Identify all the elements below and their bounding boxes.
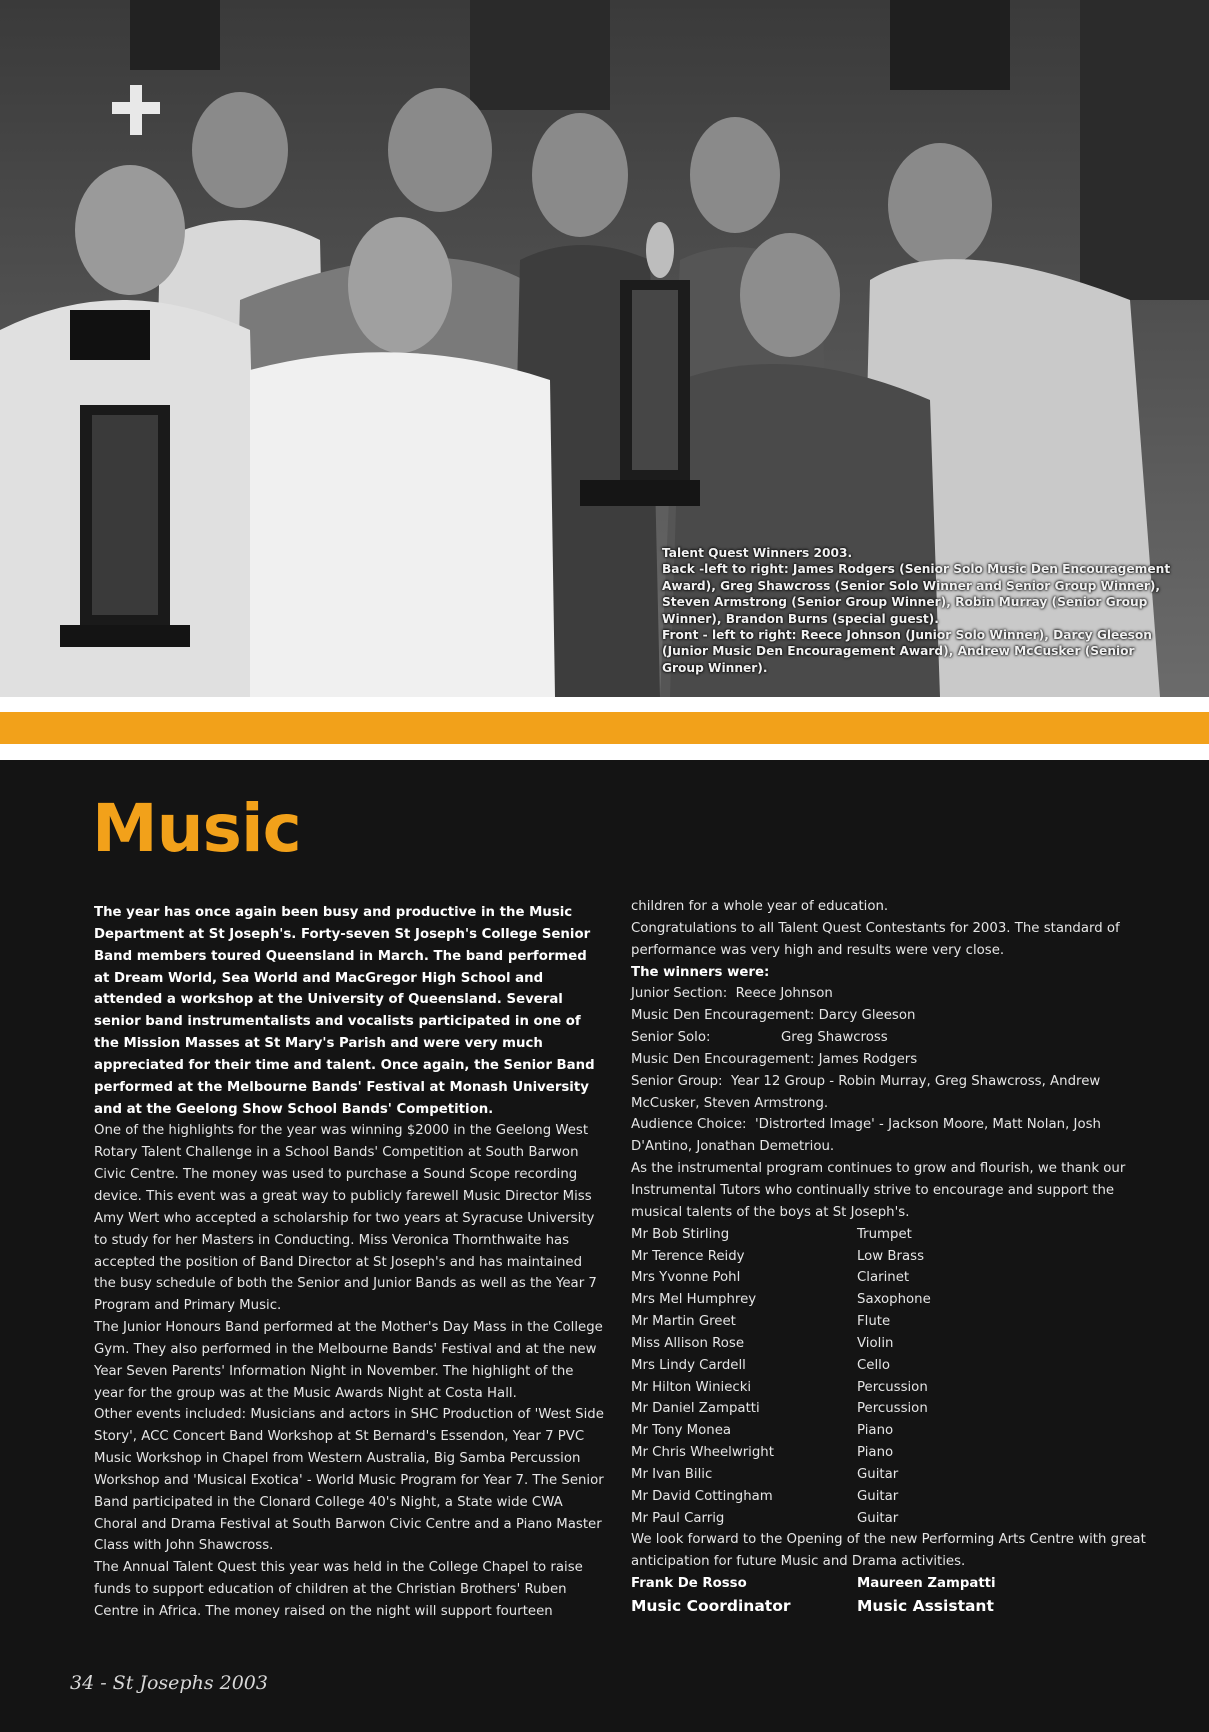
winner-item (631, 1114, 1151, 1158)
tutor-name: Mr Paul Carrig (631, 1510, 725, 1526)
winner-item (631, 1005, 1151, 1027)
winner-label: Music Den Encouragement: (631, 1008, 815, 1024)
tutor-name: Mr Martin Greet (631, 1314, 736, 1330)
caption-front-row: Front - left to right: Reece Johnson (Junior Solo Winner), Darcy Gleeson (Junior Music Den Encouragement Award), Andrew McCusker (Senior Group Winner). (662, 628, 1152, 675)
signatory-roles (631, 1595, 1151, 1617)
paragraph: One of the highlights for the year was winning $2000 in the Geelong West Rotary Talent Challenge in a School Bands' Competition at South Barwon Civic Centre. The money was used to purchase a Sound Scope recording device. This event was a great way to publicly farewell Music Director Miss Amy Wert who accepted a scholarship for two years at Syracuse University to study for her Masters in Conducting. Miss Veronica Thornthwaite has accepted the position of Band Director at St Joseph's and has maintained the busy schedule of both the Senior and Junior Bands as well as the Year 7 Program and Primary Music. (94, 1123, 597, 1314)
caption-title: Talent Quest Winners 2003. (662, 546, 853, 560)
tutor-row (631, 1464, 1151, 1486)
winner-label: Audience Choice: (631, 1117, 747, 1133)
winner-item (631, 983, 1151, 1005)
winners-heading: The winners were: (631, 964, 770, 980)
winner-item (631, 1071, 1151, 1115)
winner-label: Junior Section: (631, 986, 728, 1002)
tutor-row (631, 1508, 1151, 1530)
tutor-row (631, 1267, 1151, 1289)
paragraph: Other events included: Musicians and actors in SHC Production of 'West Side Story', ACC Concert Band Workshop at St Bernard's Essendon, Year 7 PVC Music Workshop in Chapel from Western Australia, Big Samba Percussion Workshop and 'Musical Exotica' - World Music Program for Year 7. The Senior Band participated in the Clonard College 40's Night, a State wide CWA Choral and Drama Festival at South Barwon Civic Centre and a Piano Master Class with John Shawcross. (94, 1407, 604, 1554)
tutor-row (631, 1311, 1151, 1333)
congratulations-paragraph: Congratulations to all Talent Quest Contestants for 2003. The standard of performance was very high and results were very close. (631, 920, 1120, 958)
left-column (94, 902, 606, 1623)
signatory-name: Maureen Zampatti (857, 1576, 996, 1592)
divider-white-bottom (0, 744, 1209, 760)
winner-value: Darcy Gleeson (818, 1008, 916, 1024)
tutor-name: Mr Terence Reidy (631, 1248, 745, 1264)
tutor-name: Mr Ivan Bilic (631, 1466, 713, 1482)
winner-value: Year 12 Group - Robin Murray, Greg Shawcross, Andrew McCusker, Steven Armstrong. (631, 1073, 1101, 1111)
tutor-instrument: Guitar (857, 1488, 899, 1504)
tutor-instrument: Piano (857, 1445, 894, 1461)
paragraph-continuation: children for a whole year of education. (631, 899, 889, 914)
tutor-row (631, 1224, 1151, 1246)
winner-value: Greg Shawcross (781, 1030, 888, 1046)
winner-label: Senior Group: (631, 1073, 723, 1089)
tutor-instrument: Clarinet (857, 1270, 910, 1286)
tutor-row (631, 1420, 1151, 1442)
closing-paragraph: We look forward to the Opening of the new Performing Arts Centre with great anticipation for future Music and Drama activities. (631, 1532, 1146, 1570)
signatory-name: Frank De Rosso (631, 1576, 747, 1592)
paragraph: The Annual Talent Quest this year was held in the College Chapel to raise funds to support education of children at the Christian Brothers' Ruben Centre in Africa. The money raised on the night will support fourteen (94, 1560, 583, 1619)
winner-value: James Rodgers (818, 1051, 918, 1067)
tutor-name: Mrs Lindy Cardell (631, 1357, 746, 1373)
tutor-name: Mr Tony Monea (631, 1423, 732, 1439)
tutor-instrument: Violin (857, 1335, 894, 1351)
winner-value: Reece Johnson (735, 986, 833, 1002)
tutor-name: Mr David Cottingham (631, 1488, 773, 1504)
tutor-instrument: Flute (857, 1314, 891, 1330)
divider-white-top (0, 697, 1209, 712)
section-title: Music (92, 790, 301, 867)
winner-item (631, 1049, 1151, 1071)
tutor-row (631, 1398, 1151, 1420)
tutor-name: Mr Hilton Winiecki (631, 1379, 752, 1395)
tutor-instrument: Trumpet (857, 1226, 912, 1242)
signatory-role: Music Assistant (857, 1597, 994, 1615)
tutor-row (631, 1333, 1151, 1355)
divider-orange (0, 712, 1209, 744)
tutor-name: Miss Allison Rose (631, 1335, 745, 1351)
tutors-intro: As the instrumental program continues to grow and flourish, we thank our Instrumental Tutors who continually strive to encourage and support the musical talents of the boys at St Joseph's. (631, 1161, 1126, 1220)
tutor-row (631, 1355, 1151, 1377)
winner-label: Senior Solo: (631, 1030, 711, 1046)
paragraph: The Junior Honours Band performed at the Mother's Day Mass in the College Gym. They also performed in the Melbourne Bands' Festival and at the new Year Seven Parents' Information Night in November. The highlight of the year for the group was at the Music Awards Night at Costa Hall. (94, 1320, 603, 1401)
tutor-instrument: Low Brass (857, 1248, 925, 1264)
tutor-instrument: Saxophone (857, 1292, 931, 1308)
winner-item (631, 1027, 1151, 1049)
signatory-names (631, 1573, 1151, 1595)
tutor-row (631, 1442, 1151, 1464)
winner-value: 'Distrorted Image' - Jackson Moore, Matt Nolan, Josh D'Antino, Jonathan Demetriou. (631, 1117, 1101, 1155)
tutor-row (631, 1246, 1151, 1268)
tutor-name: Mr Bob Stirling (631, 1226, 730, 1242)
tutor-row (631, 1289, 1151, 1311)
tutor-instrument: Guitar (857, 1510, 899, 1526)
tutor-instrument: Cello (857, 1357, 890, 1373)
signatory-role: Music Coordinator (631, 1597, 791, 1615)
tutor-instrument: Guitar (857, 1466, 899, 1482)
photo-caption (662, 545, 1172, 676)
tutor-row (631, 1377, 1151, 1399)
tutor-row (631, 1486, 1151, 1508)
tutor-name: Mr Chris Wheelwright (631, 1445, 774, 1461)
tutor-instrument: Percussion (857, 1379, 928, 1395)
intro-paragraph: The year has once again been busy and productive in the Music Department at St Joseph's. Forty-seven St Joseph's College Senior Band members toured Queensland in March. The band performed at Dream World, Sea World and MacGregor High School and attended a workshop at the University of Queensland. Several senior band instrumentalists and vocalists participated in one of the Mission Masses at St Mary's Parish and were very much appreciated for their time and talent. Once again, the Senior Band performed at the Melbourne Bands' Festival at Monash University and at the Geelong Show School Bands' Competition. (94, 905, 595, 1117)
right-column (631, 896, 1151, 1617)
caption-back-row: Back -left to right: James Rodgers (Senior Solo Music Den Encouragement Award), Greg Shawcross (Senior Solo Winner and Senior Group Winner), Steven Armstrong (Senior Group Winner), Robin Murray (Senior Group Winner), Brandon Burns (special guest). (662, 562, 1171, 626)
tutor-instrument: Percussion (857, 1401, 928, 1417)
winner-label: Music Den Encouragement: (631, 1051, 815, 1067)
tutor-name: Mrs Yvonne Pohl (631, 1270, 741, 1286)
page-footer: 34 - St Josephs 2003 (70, 1672, 268, 1694)
tutor-instrument: Piano (857, 1423, 894, 1439)
tutor-name: Mrs Mel Humphrey (631, 1292, 757, 1308)
group-photo (0, 0, 1209, 697)
tutor-name: Mr Daniel Zampatti (631, 1401, 760, 1417)
